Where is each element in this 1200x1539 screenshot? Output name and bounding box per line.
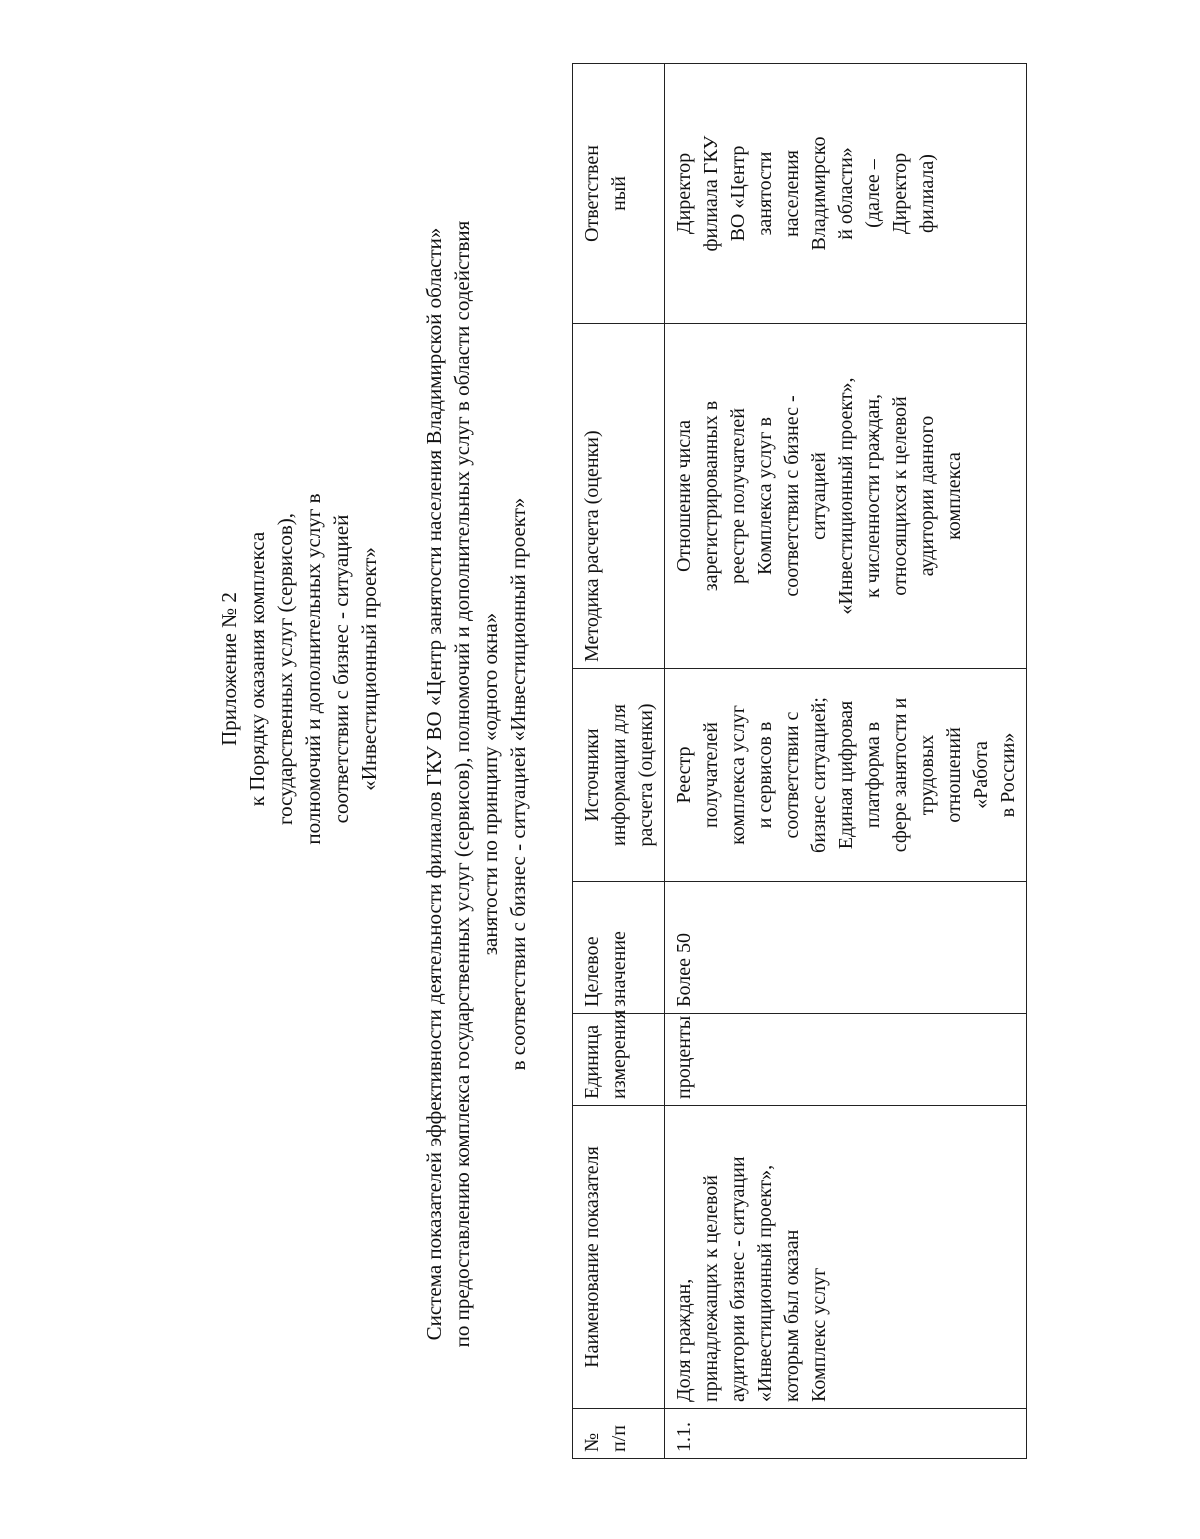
cell-line: п/п xyxy=(608,1425,630,1452)
title-line: занятости по принципу «одного окна» xyxy=(478,612,502,956)
cell-line: ВО «Центр xyxy=(727,145,749,242)
cell-line: в России» xyxy=(997,732,1019,818)
cell-line: филиала ГКУ xyxy=(700,135,722,252)
cell-line: измерения xyxy=(608,1009,630,1099)
cell-line: проценты xyxy=(673,1015,695,1099)
cell-line: Владимирско xyxy=(808,136,830,251)
table-header-row xyxy=(573,64,665,1459)
cell-line: Наименование показателя xyxy=(581,1146,603,1368)
cell-method xyxy=(665,324,1027,669)
cell-line: принадлежащих к целевой xyxy=(700,1175,722,1402)
cell-line: филиала) xyxy=(916,154,938,233)
cell-line: Комплекса услуг в xyxy=(754,417,776,575)
cell-line: платформа в xyxy=(862,721,884,829)
appendix-line: соответствии с бизнес - ситуацией xyxy=(329,514,353,824)
cell-line: Ответствен xyxy=(581,145,603,242)
cell-line: Директор xyxy=(889,152,911,235)
appendix-line: государственных услуг (сервисов), xyxy=(273,513,297,825)
appendix-header xyxy=(215,359,383,979)
appendix-line: полномочий и дополнительных услуг в xyxy=(301,493,325,845)
cell-line: к численности граждан, xyxy=(862,393,884,599)
header-target xyxy=(573,882,665,1014)
appendix-line: Приложение № 2 xyxy=(217,592,241,746)
header-unit xyxy=(573,1009,665,1106)
cell-line: Методика расчета (оценки) xyxy=(581,430,603,662)
header-responsible xyxy=(573,64,665,324)
appendix-line: к Порядку оказания комплекса xyxy=(245,531,269,807)
cell-line: соответствии с xyxy=(781,711,803,839)
appendix-line: «Инвестиционный проект» xyxy=(357,547,381,791)
cell-line: расчета (оценки) xyxy=(635,703,657,847)
cell-line: «Работа xyxy=(970,741,992,809)
cell-line: сфере занятости и xyxy=(889,697,911,853)
cell-line: аудитории данного xyxy=(916,415,938,577)
cell-name xyxy=(665,1106,1027,1409)
cell-line: аудитории бизнес - ситуации xyxy=(727,1156,749,1402)
cell-line: комплекса xyxy=(943,452,965,540)
cell-line: № xyxy=(581,1432,603,1452)
table-row xyxy=(665,64,1027,1459)
cell-line: «Инвестиционный проект», xyxy=(835,377,857,615)
header-method xyxy=(573,324,665,669)
cell-line: бизнес ситуацией; xyxy=(808,697,830,853)
title-line: по предоставлению комплекса государственных услуг (сервисов), полномочий и дополнительных услуг в области содействия xyxy=(450,220,474,1348)
cell-line: й области» xyxy=(835,147,857,240)
cell-line: получателей xyxy=(700,722,722,829)
title-line: в соответствии с бизнес - ситуацией «Инвестиционный проект» xyxy=(506,497,530,1071)
cell-line: населения xyxy=(781,149,803,238)
cell-line: Реестр xyxy=(673,746,695,804)
cell-line: занятости xyxy=(754,151,776,236)
cell-line: Источники xyxy=(581,728,603,822)
cell-source xyxy=(665,669,1027,882)
cell-line: зарегистрированных в xyxy=(700,400,722,592)
cell-target xyxy=(665,882,1027,1014)
cell-line: Более 50 xyxy=(673,933,695,1007)
cell-line: «Инвестиционный проект», xyxy=(754,1164,776,1402)
header-name xyxy=(573,1106,665,1409)
cell-unit xyxy=(665,1014,1027,1106)
cell-line: значение xyxy=(608,931,630,1007)
cell-line: Отношение числа xyxy=(673,420,695,572)
cell-line: (далее – xyxy=(862,159,884,228)
cell-line: ситуацией xyxy=(808,452,830,540)
cell-line: ный xyxy=(608,176,630,211)
cell-line: трудовых xyxy=(916,734,938,816)
cell-line: относящихся к целевой xyxy=(889,396,911,596)
cell-line: Целевое xyxy=(581,936,603,1007)
cell-line: Директор xyxy=(673,152,695,235)
title-line: Система показателей эффективности деятельности филиалов ГКУ ВО «Центр занятости населения Владимирской области» xyxy=(422,227,446,1341)
cell-line: соответствии с бизнес - xyxy=(781,395,803,597)
cell-line: Комплекс услуг xyxy=(808,1267,830,1402)
cell-line: Единая цифровая xyxy=(835,700,857,850)
cell-num: 1.1. xyxy=(665,1409,1027,1459)
cell-line: реестре получателей xyxy=(727,408,749,585)
header-num xyxy=(573,1409,665,1459)
header-source xyxy=(573,669,665,882)
cell-line: информации для xyxy=(608,704,630,846)
cell-responsible xyxy=(665,64,1027,324)
indicators-table xyxy=(572,63,1027,1459)
document-title xyxy=(420,109,532,1459)
cell-line: Единица xyxy=(581,1024,603,1099)
cell-line: и сервисов в xyxy=(754,721,776,829)
cell-line: которым был оказан xyxy=(781,1229,803,1402)
cell-line: отношений xyxy=(943,727,965,823)
cell-line: комплекса услуг xyxy=(727,705,749,845)
cell-line: Доля граждан, xyxy=(673,1278,695,1402)
